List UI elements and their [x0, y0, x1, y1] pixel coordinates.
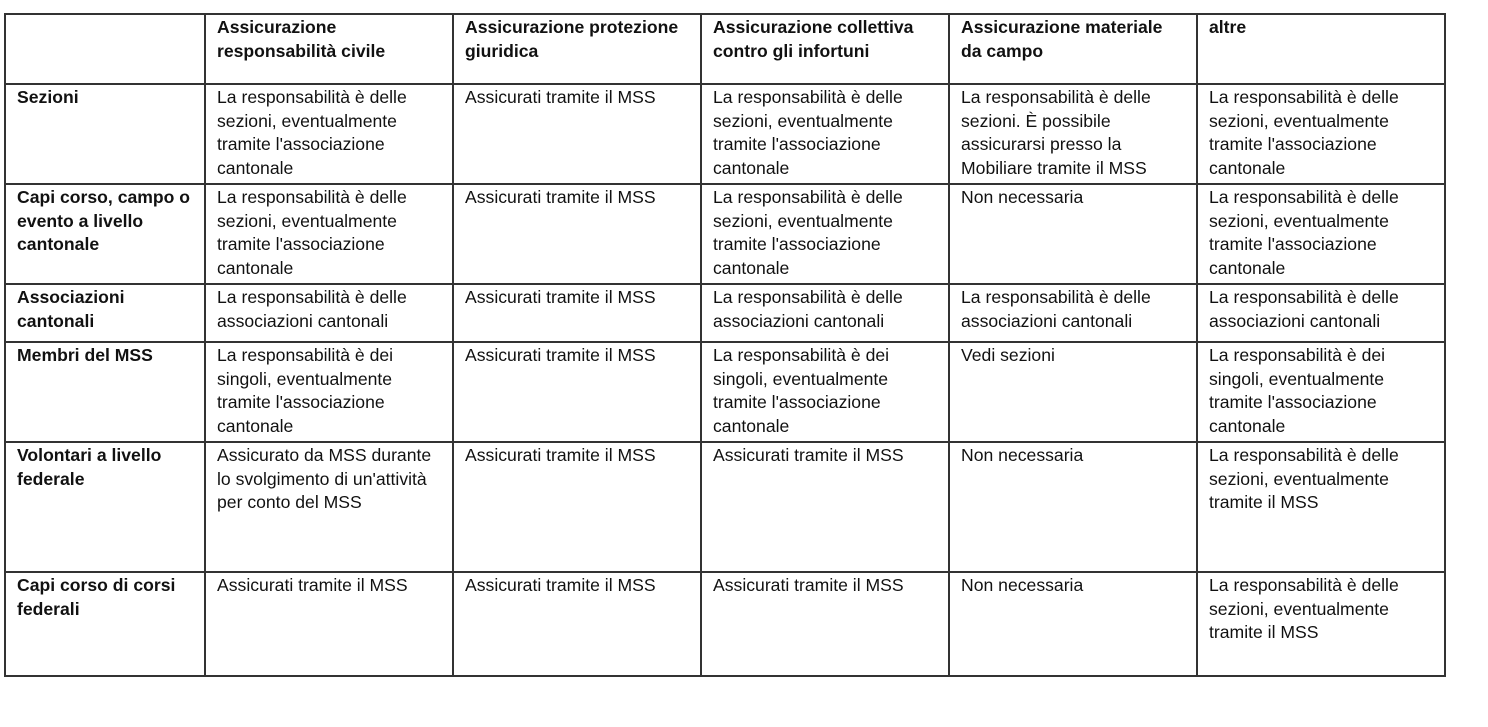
table-cell: Assicurati tramite il MSS — [453, 184, 701, 284]
table-cell: Assicurati tramite il MSS — [453, 442, 701, 572]
table-cell: La responsabilità è dei singoli, eventualmente tramite l'associazione cantonale — [1197, 342, 1445, 442]
table-cell: Assicurato da MSS durante lo svolgimento di un'attività per conto del MSS — [205, 442, 453, 572]
row-header: Capi corso di corsi federali — [5, 572, 205, 676]
row-header: Membri del MSS — [5, 342, 205, 442]
table-cell: La responsabilità è delle sezioni, eventualmente tramite l'associazione cantonale — [1197, 84, 1445, 184]
table-cell: La responsabilità è delle sezioni, eventualmente tramite l'associazione cantonale — [701, 84, 949, 184]
insurance-table — [4, 13, 1446, 677]
table-cell: La responsabilità è delle sezioni, eventualmente tramite l'associazione cantonale — [1197, 184, 1445, 284]
table-cell: Assicurati tramite il MSS — [453, 284, 701, 342]
row-header: Associazioni cantonali — [5, 284, 205, 342]
table-cell: Assicurati tramite il MSS — [701, 442, 949, 572]
table-cell: La responsabilità è delle sezioni, eventualmente tramite l'associazione cantonale — [205, 184, 453, 284]
header-cell: Assicurazione materiale da campo — [949, 14, 1197, 84]
header-row — [5, 14, 1445, 84]
table-row — [5, 84, 1445, 184]
row-header: Volontari a livello federale — [5, 442, 205, 572]
header-cell: Assicurazione collettiva contro gli infortuni — [701, 14, 949, 84]
header-cell: Assicurazione responsabilità civile — [205, 14, 453, 84]
table-cell: La responsabilità è delle associazioni cantonali — [949, 284, 1197, 342]
table-cell: La responsabilità è delle sezioni, eventualmente tramite il MSS — [1197, 442, 1445, 572]
header-cell: Assicurazione protezione giuridica — [453, 14, 701, 84]
table-cell: La responsabilità è delle associazioni cantonali — [205, 284, 453, 342]
row-header: Sezioni — [5, 84, 205, 184]
header-cell: altre — [1197, 14, 1445, 84]
table-cell: La responsabilità è delle sezioni, eventualmente tramite il MSS — [1197, 572, 1445, 676]
table-cell: Assicurati tramite il MSS — [453, 84, 701, 184]
table-cell: La responsabilità è delle associazioni cantonali — [1197, 284, 1445, 342]
row-header: Capi corso, campo o evento a livello cantonale — [5, 184, 205, 284]
table-cell: La responsabilità è dei singoli, eventualmente tramite l'associazione cantonale — [701, 342, 949, 442]
table-row — [5, 572, 1445, 676]
table-cell: Non necessaria — [949, 442, 1197, 572]
table-cell: Assicurati tramite il MSS — [453, 572, 701, 676]
table-cell: Assicurati tramite il MSS — [453, 342, 701, 442]
table-row — [5, 284, 1445, 342]
table-cell: Vedi sezioni — [949, 342, 1197, 442]
header-cell-empty — [5, 14, 205, 84]
table-row — [5, 442, 1445, 572]
table-cell: Non necessaria — [949, 184, 1197, 284]
table-row — [5, 184, 1445, 284]
table-cell: La responsabilità è dei singoli, eventualmente tramite l'associazione cantonale — [205, 342, 453, 442]
table-cell: Assicurati tramite il MSS — [701, 572, 949, 676]
table-row — [5, 342, 1445, 442]
table-cell: La responsabilità è delle sezioni, eventualmente tramite l'associazione cantonale — [701, 184, 949, 284]
table-cell: La responsabilità è delle sezioni. È possibile assicurarsi presso la Mobiliare tramite il MSS — [949, 84, 1197, 184]
table-cell: La responsabilità è delle sezioni, eventualmente tramite l'associazione cantonale — [205, 84, 453, 184]
table-cell: La responsabilità è delle associazioni cantonali — [701, 284, 949, 342]
table-cell: Assicurati tramite il MSS — [205, 572, 453, 676]
table-cell: Non necessaria — [949, 572, 1197, 676]
